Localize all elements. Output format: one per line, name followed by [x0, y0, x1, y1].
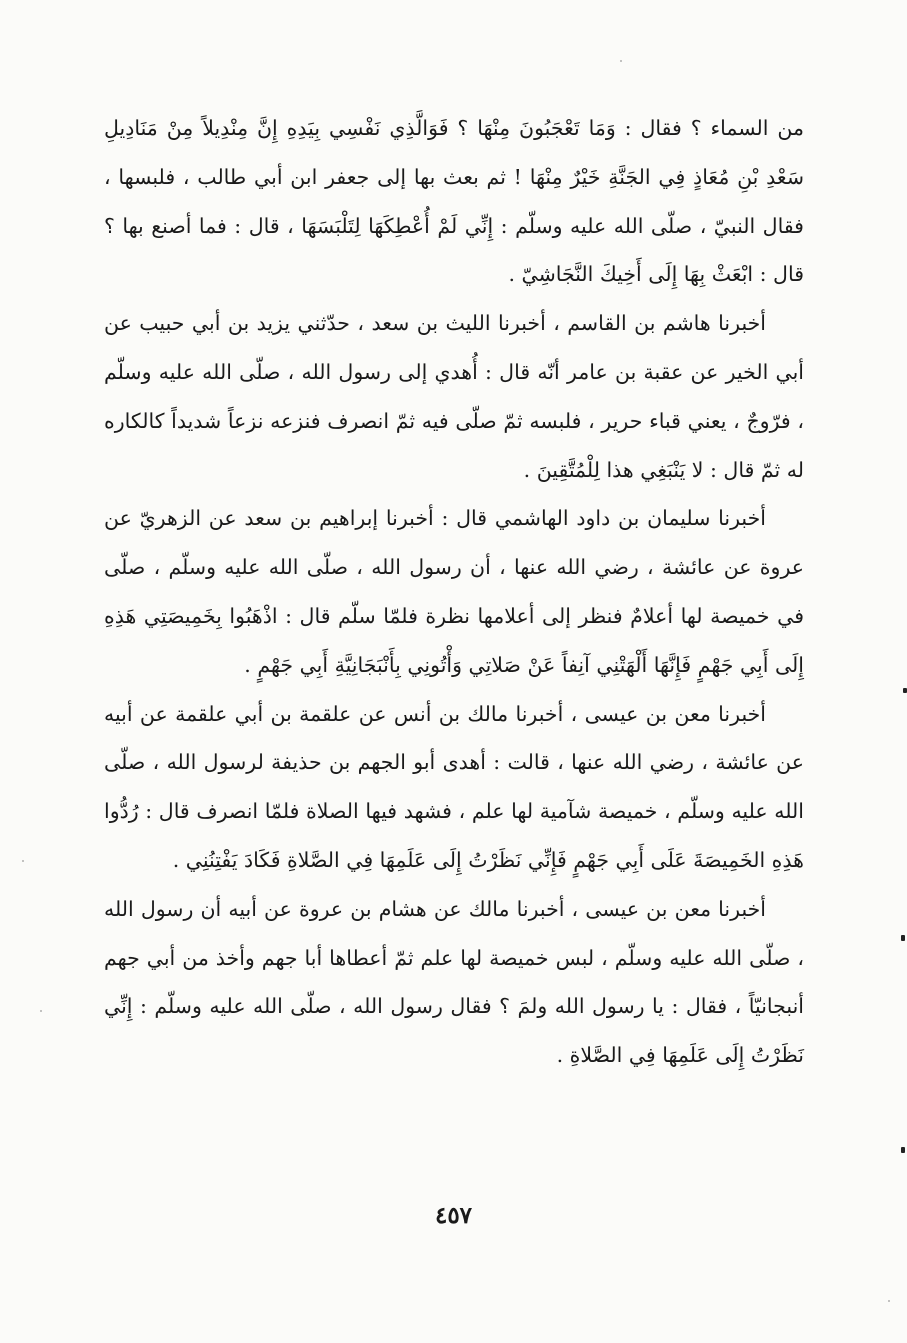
scan-speck: [620, 60, 622, 62]
paragraph-4: أخبرنا معن بن عيسى ، أخبرنا مالك بن أنس عن علقمة بن أبي علقمة عن أبيه عن عائشة ، رضي الله عنها ، قالت : أهدى أبو الجهم بن حذيفة لرسول الله ، صلّى الله عليه وسلّم ، خميصة شآمية لها علم ، فشهد فيها الصلاة فلمّا انصرف قال : رُدُّوا هَذِهِ الخَمِيصَةَ عَلَى أَبِي جَهْمٍ فَإِنِّي نَظَرْتُ إِلَى عَلَمِهَا فِي الصَّلاةِ فَكَادَ يَفْتِنُنِي .: [104, 701, 804, 872]
paragraph-1: من السماء ؟ فقال : وَمَا تَعْجَبُونَ مِنْهَا ؟ فَوَالَّذِي نَفْسِي بِيَدِهِ إِنَّ مِنْدِيلاً مِنْ مَنَادِيلِ سَعْدِ بْنِ مُعَاذٍ فِي الجَنَّةِ خَيْرٌ مِنْهَا ! ثم بعث بها إلى جعفر ابن أبي طالب ، فلبسها ، فقال النبيّ ، صلّى الله عليه وسلّم : إِنِّي لَمْ أُعْطِكَهَا لِتَلْبَسَهَا ، قال : فما أصنع بها ؟ قال : ابْعَثْ بِهَا إِلَى أَخِيكَ النَّجَاشِيّ .: [104, 116, 804, 287]
scan-speck: [22, 860, 24, 862]
scan-speck: [40, 1010, 42, 1012]
scan-edge-mark: [903, 688, 907, 693]
scan-edge-mark: [901, 1147, 905, 1153]
paragraph-2: أخبرنا هاشم بن القاسم ، أخبرنا الليث بن سعد ، حدّثني يزيد بن أبي حبيب عن أبي الخير عن عقبة بن عامر أنّه قال : أُهدي إلى رسول الله ، صلّى الله عليه وسلّم ، فرّوجٌ ، يعني قباء حرير ، فلبسه ثمّ صلّى فيه ثمّ انصرف فنزعه نزعاً شديداً كالكاره له ثمّ قال : لا يَنْبَغِي هذا لِلْمُتَّقِينَ .: [104, 311, 804, 482]
paragraph-5: أخبرنا معن بن عيسى ، أخبرنا مالك عن هشام بن عروة عن أبيه أن رسول الله ، صلّى الله عليه وسلّم ، لبس خميصة لها علم ثمّ أعطاها أبا جهم وأخذ من أبي جهم أنبجانيّاً ، فقال : يا رسول الله ولمَ ؟ فقال رسول الله ، صلّى الله عليه وسلّم : إِنِّي نَظَرْتُ إِلَى عَلَمِهَا فِي الصَّلاةِ .: [104, 896, 804, 1068]
body-text: [104, 104, 804, 1080]
scan-edge-mark: [901, 935, 905, 941]
scan-speck: [888, 1300, 890, 1302]
page-number: ٤٥٧: [434, 1202, 473, 1229]
paragraph-3: أخبرنا سليمان بن داود الهاشمي قال : أخبرنا إبراهيم بن سعد عن الزهريّ عن عروة عن عائشة ، رضي الله عنها ، أن رسول الله ، صلّى الله عليه وسلّم ، صلّى في خميصة لها أعلامٌ فنظر إلى أعلامها نظرة فلمّا سلّم قال : اذْهَبُوا بِخَمِيصَتِي هَذِهِ إِلَى أَبِي جَهْمٍ فَإِنَّهَا أَلْهَتْنِي آنِفاً عَنْ صَلاتِي وَأْتُونِي بِأَنْبَجَانِيَّةِ أَبِي جَهْمٍ .: [104, 506, 804, 677]
